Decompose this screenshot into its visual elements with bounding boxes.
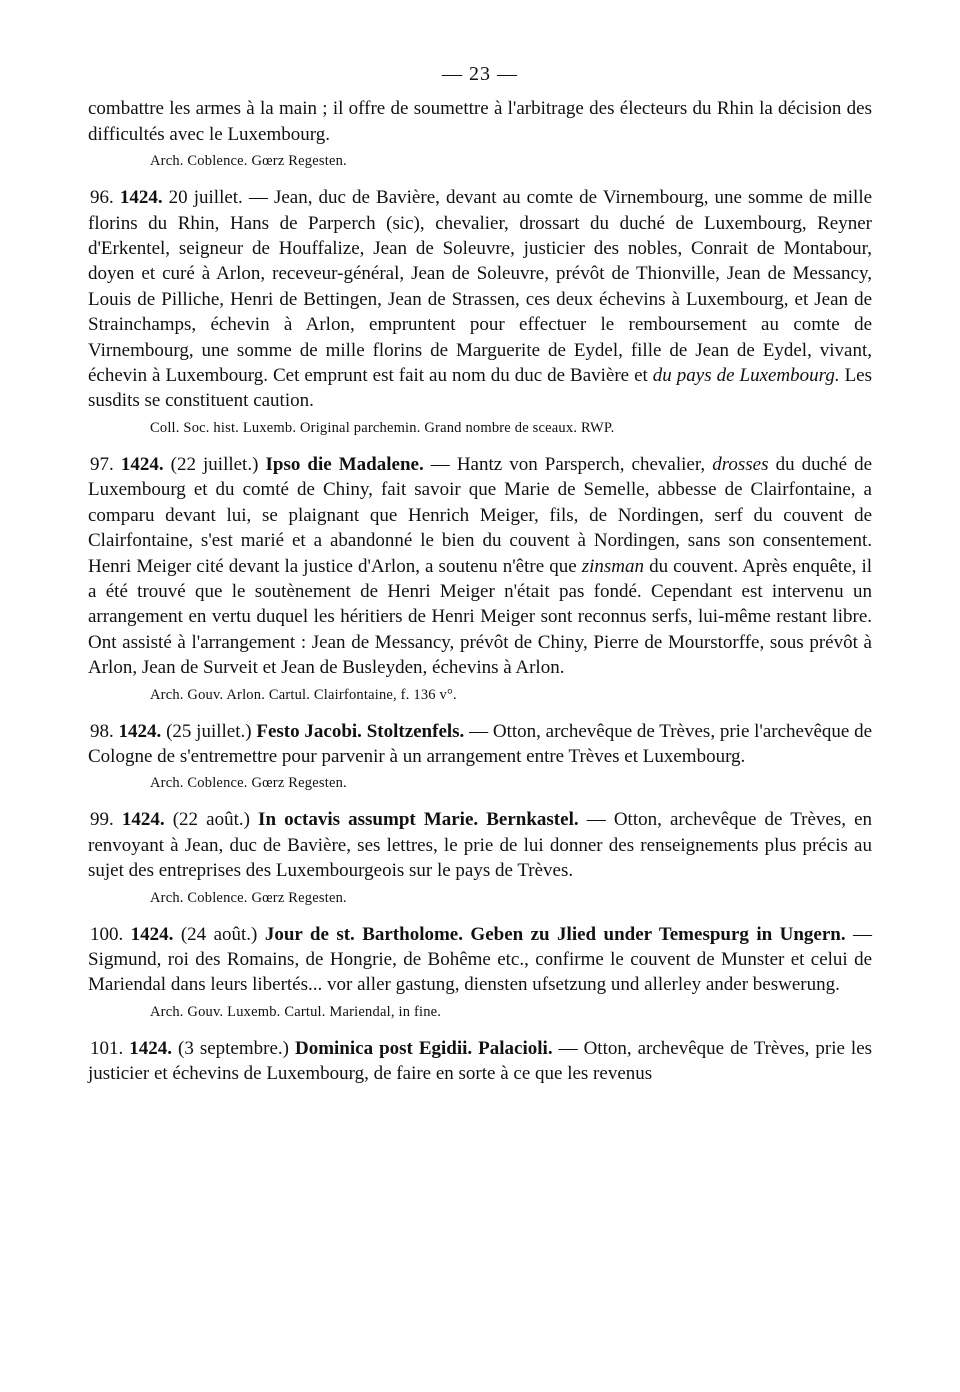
entry-text: — Otton, archevêque de Trèves, prie l'archevêque de Cologne de s'entremettre pour parvenir à un arrangement entre Trèves et Luxembourg. — [88, 720, 873, 767]
entry-96 — [88, 185, 872, 414]
entry-text: — Hantz von Parsperch, chevalier, — [430, 453, 706, 475]
entry-98-source: Arch. Coblence. Gœrz Regesten. — [150, 775, 347, 792]
entry-year: 1424. — [121, 809, 165, 831]
entry-100 — [88, 922, 872, 998]
entry-italic: drosses — [712, 453, 769, 475]
entry-98 — [88, 719, 872, 770]
page-number: — 23 — — [442, 63, 518, 85]
entry-96-source: Coll. Soc. hist. Luxemb. Original parchemin. Grand nombre de sceaux. RWP. — [150, 419, 615, 436]
entry-year: 1424. — [129, 1037, 172, 1059]
entry-text: du couvent. Après enquête, il a été trouvé que le soutènement de Henri Meiger n'était pas fondé. Cependant est intervenu un arrangement en vertu duquel les héritiers de Henri Meiger sont reconnus serfs, lui-même restant libre. Ont assisté à l'arrangement : Jean de Messancy, prévôt de Chiny, Pierre de Mourstorffe, sous prévôt à Arlon, Jean de Surveit et Jean de Busleyden, échevins à Arlon. — [88, 555, 873, 679]
entry-97 — [88, 452, 872, 681]
entry-text-end: Les susdits se constituent caution. — [88, 365, 873, 412]
entry-text: — Jean, duc de Bavière, devant au comte de Virnembourg, une somme de mille florins du Rhin, Hans de Parperch (sic), chevalier, drossart du duché de Luxembourg, Reyner d'Erkentel, seigneur de Houffalize, Jean de Soleuvre, justicier des nobles, Conrait de Montabour, doyen et curé à Arlon, receveur-général, Jean de Soleuvre, prévôt de Thionville, Jean de Messancy, Louis de Pilliche, Henri de Bettingen, Jean de Strassen, ces deux échevins à Luxembourg, et Jean de Strainchamps, échevin à Arlon, empruntent pour effectuer le remboursement au comte de Virnembourg, une somme de mille florins de Marguerite de Eydel, fille de Jean de Eydel, vivant, échevin à Luxembourg. Cet emprunt est fait au nom du duc de Bavière et — [88, 187, 873, 387]
entry-date: (25 juillet.) — [166, 720, 252, 742]
entry-number: 101. — [90, 1037, 124, 1059]
entry-97-source: Arch. Gouv. Arlon. Cartul. Clairfontaine, f. 136 v°. — [150, 686, 457, 703]
entry-text: — Otton, archevêque de Trèves, prie les justicier et échevins de Luxembourg, de faire en sorte à ce que les revenus — [88, 1037, 873, 1085]
entry-year: 1424. — [120, 453, 164, 475]
entry-heading: Festo Jacobi. Stoltzenfels. — [256, 720, 465, 742]
entry-101 — [88, 1036, 872, 1087]
entry-italic: zinsman — [581, 555, 645, 577]
entry-date: (22 août.) — [172, 809, 250, 831]
entry-number: 99. — [90, 809, 114, 831]
entry-heading: In octavis assumpt Marie. Bernkastel. — [258, 809, 579, 831]
entry-heading: Jour de st. Bartholome. Geben zu Jlied under Temespurg in Ungern. — [264, 923, 846, 945]
entry-date: (3 septembre.) — [178, 1037, 289, 1059]
intro-paragraph: combattre les armes à la main ; il offre de soumettre à l'arbitrage des électeurs du Rhin la décision des difficultés avec le Luxembourg. — [88, 98, 872, 145]
entry-heading: Ipso die Madalene. — [265, 453, 424, 475]
entry-date: (22 juillet.) — [170, 453, 259, 475]
entry-number: 97. — [90, 453, 114, 475]
entry-text: — Sigmund, roi des Romains, de Hongrie, de Bohême etc., confirme le couvent de Munster et celui de Mariendal dans leurs libertés... vor aller gastung, diensten ufsetzung und allerley ander beswerung. — [88, 923, 872, 996]
entry-100-source: Arch. Gouv. Luxemb. Cartul. Mariendal, in fine. — [150, 1003, 442, 1020]
entry-number: 100. — [90, 923, 124, 945]
entry-number: 98. — [90, 720, 114, 742]
entry-date: (24 août.) — [180, 923, 258, 945]
entry-99-source: Arch. Coblence. Gœrz Regesten. — [150, 889, 347, 906]
entry-text: du duché de Luxembourg et du comté de Chiny, fait savoir que Marie de Semelle, abbesse de Clairfontaine, a comparu devant lui, se plaignant que Henrich Meiger, fils, de Nordingen, serf du couvent de Clairfontaine, s'est marié et a abandonné le bien du couvent à Nordingen, sans son consentement. Henri Meiger cité devant la justice d'Arlon, a soutenu n'être que — [88, 453, 872, 577]
entry-year: 1424. — [118, 720, 162, 742]
entry-year: 1424. — [130, 923, 174, 945]
document-page — [88, 62, 872, 1087]
entry-heading: Dominica post Egidii. Palacioli. — [294, 1037, 553, 1059]
entry-number: 96. — [90, 187, 114, 209]
entry-italic: du pays de Luxembourg. — [652, 365, 840, 387]
entry-date: 20 juillet. — [168, 187, 243, 209]
entry-text: — Otton, archevêque de Trèves, en renvoyant à Jean, duc de Bavière, ses lettres, le prie de lui donner des renseignements plus précis au sujet des entreprises des Luxembourgeois sur le pays de Trèves. — [88, 809, 873, 882]
entry-99 — [88, 807, 872, 883]
entry-year: 1424. — [119, 187, 163, 209]
intro-source: Arch. Coblence. Gœrz Regesten. — [150, 153, 347, 170]
